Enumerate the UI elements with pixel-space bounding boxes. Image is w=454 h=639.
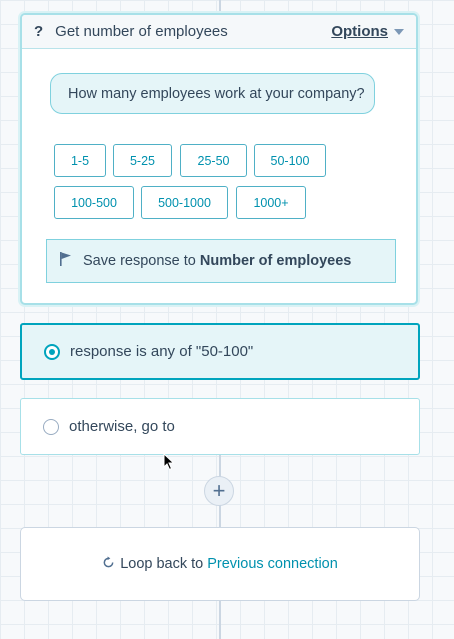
previous-connection-link[interactable]: Previous connection [207, 556, 338, 572]
flag-icon [59, 251, 73, 271]
connector-line-bottom [219, 601, 221, 639]
connector-line-top [219, 0, 221, 13]
save-response-label: Save response to [83, 253, 196, 269]
save-response-property: Number of employees [199, 253, 352, 269]
plus-icon: + [212, 478, 226, 503]
choice-button[interactable]: 50-100 [254, 144, 326, 177]
save-response-bar[interactable] [46, 239, 396, 283]
branch-label: otherwise, go to [69, 418, 175, 435]
choice-button[interactable]: 500-1000 [141, 186, 228, 219]
chevron-down-icon[interactable] [394, 29, 404, 35]
loop-back-label: Loop back to [120, 556, 204, 572]
branch-label: response is any of "50-100" [70, 343, 254, 360]
branch-option-selected[interactable] [20, 323, 420, 380]
radio-unselected-icon[interactable] [43, 419, 59, 435]
loop-back-card[interactable] [20, 527, 420, 601]
card-header [22, 15, 416, 49]
card-title: Get number of employees [55, 23, 228, 40]
choice-button[interactable]: 1000+ [236, 186, 306, 219]
mouse-cursor-icon [163, 453, 175, 476]
add-action-button[interactable] [204, 476, 234, 506]
branch-option-otherwise[interactable] [20, 398, 420, 455]
choice-button[interactable]: 25-50 [180, 144, 247, 177]
question-prompt-text: How many employees work at your company? [68, 85, 365, 102]
choice-button[interactable]: 5-25 [113, 144, 172, 177]
radio-selected-icon[interactable] [44, 344, 60, 360]
question-card[interactable] [20, 13, 418, 305]
loop-arrow-icon [102, 556, 115, 573]
choice-button[interactable]: 1-5 [54, 144, 106, 177]
question-mark-icon: ? [34, 23, 44, 40]
question-prompt-bubble [50, 73, 375, 114]
choice-button[interactable]: 100-500 [54, 186, 134, 219]
options-button[interactable]: Options [331, 23, 388, 40]
